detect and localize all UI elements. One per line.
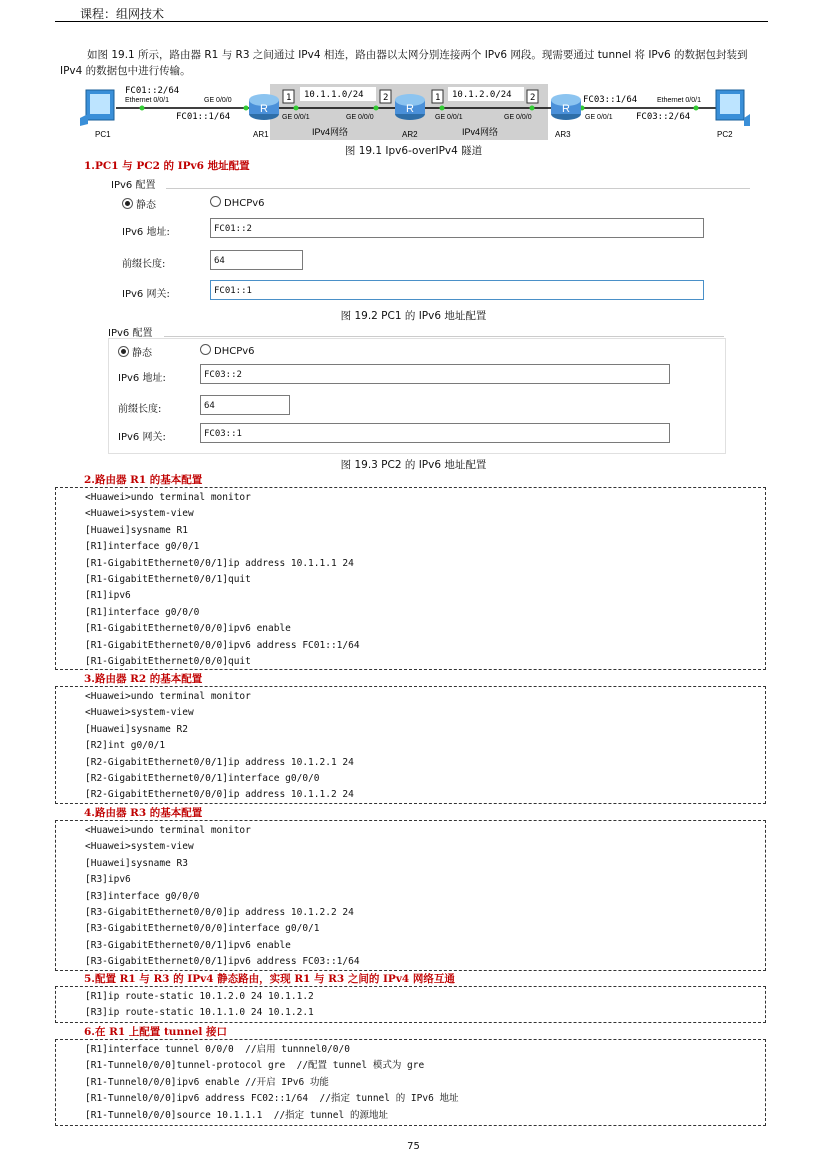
svg-text:R: R <box>260 103 268 115</box>
pc1-prefix-label: 前缀长度: <box>122 259 166 270</box>
code-line: [R2-GigabitEthernet0/0/0]ip address 10.1.1.2 24 <box>85 789 354 801</box>
code-line: [R1]ip route-static 10.1.2.0 24 10.1.1.2 <box>85 991 314 1002</box>
tab-divider <box>164 336 724 337</box>
figure-19-1-caption: 图 19.1 Ipv6-overIPv4 隧道 <box>344 145 483 157</box>
section-6-heading: 6.在 R1 上配置 tunnel 接口 <box>84 1026 228 1038</box>
ar3-name: AR3 <box>555 130 571 139</box>
port-dot <box>440 106 445 111</box>
radio-icon <box>200 344 211 355</box>
pc1-name: PC1 <box>95 130 111 139</box>
code-line: <Huawei>system-view <box>85 707 194 719</box>
code-line: [R3]ip route-static 10.1.1.0 24 10.1.2.1 <box>85 1007 314 1019</box>
port-dot <box>294 106 299 111</box>
pc1-dhcpv6-label: DHCPv6 <box>224 198 265 209</box>
port-dot <box>140 106 145 111</box>
pc1-ip-label: FC01::2/64 <box>125 86 180 96</box>
code-line: [Huawei]sysname R2 <box>85 723 188 735</box>
ar1-name: AR1 <box>253 130 269 139</box>
code-line: [R3-GigabitEthernet0/0/1]ipv6 address FC03::1/64 <box>85 956 360 968</box>
page-header: 课程：组网技术 <box>80 7 165 21</box>
router-ar3-icon <box>551 94 581 120</box>
pc2-ipv6-config-panel <box>106 322 726 454</box>
code-block-routes <box>55 986 766 1023</box>
code-line: [R1]interface tunnel 0/0/0 //启用 tunnnel0/0/0 <box>85 1044 350 1055</box>
code-line: [R1-GigabitEthernet0/0/1]quit <box>85 573 251 585</box>
pc1-ipv6-config-panel <box>106 174 756 304</box>
code-line: [R1]interface g0/0/0 <box>85 606 200 618</box>
code-block-r2 <box>55 686 766 804</box>
ar2-ge001-label: GE 0/0/1 <box>435 114 463 121</box>
pc2-prefix-label: 前缀长度: <box>118 404 162 415</box>
net1-label: 10.1.1.0/24 <box>304 90 364 100</box>
radio-icon <box>210 196 221 207</box>
code-line: [R1]interface g0/0/1 <box>85 541 200 553</box>
header-rule <box>55 21 768 22</box>
code-block-tunnel <box>55 1039 766 1126</box>
intro-paragraph: 如图 19.1 所示，路由器 R1 与 R3 之间通过 IPv4 相连，路由器以太网分别连接两个 IPv6 网段。现需要通过 tunnel 将 IPv6 的数据包封装到 IPv4 的数据包中进行传输。 <box>60 49 748 77</box>
code-line: <Huawei>system-view <box>85 508 194 520</box>
router-ar1-icon <box>249 94 279 120</box>
code-line: <Huawei>undo terminal monitor <box>85 492 251 503</box>
pc1-gateway-label: IPv6 网关: <box>122 289 170 300</box>
code-line: [R1]ipv6 <box>85 590 131 602</box>
pc1-static-label: 静态 <box>136 200 156 211</box>
code-line: [R1-GigabitEthernet0/0/1]ip address 10.1.1.1 24 <box>85 557 354 569</box>
code-line: [R1-Tunnel0/0/0]ipv6 enable //开启 IPv6 功能 <box>85 1076 329 1088</box>
code-line: [R2]int g0/0/1 <box>85 740 166 752</box>
pc1-addr-label: IPv6 地址: <box>122 227 170 238</box>
code-line: [R3-GigabitEthernet0/0/0]interface g0/0/1 <box>85 923 320 935</box>
code-line: [Huawei]sysname R1 <box>85 524 188 536</box>
code-line: [R2-GigabitEthernet0/0/1]interface g0/0/0 <box>85 772 320 784</box>
section-4-heading: 4.路由器 R3 的基本配置 <box>84 807 203 819</box>
num-3: 1 <box>435 93 441 103</box>
code-line: [R3-GigabitEthernet0/0/0]ip address 10.1.2.2 24 <box>85 906 354 918</box>
code-line: [R3-GigabitEthernet0/0/1]ipv6 enable <box>85 939 291 951</box>
port-dot <box>244 106 249 111</box>
ar2-name: AR2 <box>402 130 418 139</box>
pc2-dhcpv6-label: DHCPv6 <box>214 346 255 357</box>
pc1-ipv6-tab[interactable]: IPv6 配置 <box>111 180 156 191</box>
code-block-r3 <box>55 820 766 971</box>
page-number: 75 <box>407 1141 420 1152</box>
ar2-ge000-label: GE 0/0/0 <box>346 114 374 121</box>
port-dot <box>530 106 535 111</box>
code-line: <Huawei>undo terminal monitor <box>85 825 251 836</box>
figure-19-2-caption: 图 19.2 PC1 的 IPv6 地址配置 <box>340 310 487 322</box>
code-line: [R1-Tunnel0/0/0]ipv6 address FC02::1/64 //指定 tunnel 的 IPv6 地址 <box>85 1093 459 1105</box>
pc2-prefix-input[interactable]: 64 <box>200 395 290 415</box>
ar1-ip-label: FC01::1/64 <box>176 112 231 122</box>
code-line: [R2-GigabitEthernet0/0/1]ip address 10.1.2.1 24 <box>85 756 354 768</box>
code-line: [R1-Tunnel0/0/0]source 10.1.1.1 //指定 tunnel 的源地址 <box>85 1109 388 1121</box>
ipv4-net-label-2: IPv4网络 <box>462 127 499 137</box>
radio-selected-icon <box>118 346 129 357</box>
code-line: <Huawei>undo terminal monitor <box>85 691 251 702</box>
code-line: [R3]interface g0/0/0 <box>85 890 200 902</box>
router-ar2-icon <box>395 94 425 120</box>
pc2-icon <box>716 90 750 126</box>
pc1-static-radio[interactable] <box>122 196 156 211</box>
num-4: 2 <box>530 93 536 103</box>
code-line: [R1-Tunnel0/0/0]tunnel-protocol gre //配置 tunnel 模式为 gre <box>85 1060 425 1072</box>
port-dot <box>374 106 379 111</box>
svg-text:R: R <box>562 103 570 115</box>
svg-text:R: R <box>406 103 414 115</box>
pc2-addr-label: IPv6 地址: <box>118 373 166 384</box>
section-1-heading: 1.PC1 与 PC2 的 IPv6 地址配置 <box>84 160 250 172</box>
pc2-port-label: Ethernet 0/0/1 <box>657 97 701 104</box>
tab-divider <box>166 188 750 189</box>
section-2-heading: 2.路由器 R1 的基本配置 <box>84 474 203 486</box>
pc2-static-radio[interactable] <box>118 344 152 359</box>
radio-selected-icon <box>122 198 133 209</box>
code-line: [R1-GigabitEthernet0/0/0]ipv6 address FC01::1/64 <box>85 639 360 651</box>
code-block-r1 <box>55 487 766 670</box>
pc2-name: PC2 <box>717 130 733 139</box>
section-3-heading: 3.路由器 R2 的基本配置 <box>84 673 203 685</box>
pc1-port-label: Ethernet 0/0/1 <box>125 97 169 104</box>
pc2-static-label: 静态 <box>132 348 152 359</box>
ar3-ge001-label: GE 0/0/1 <box>585 114 613 121</box>
code-line: [Huawei]sysname R3 <box>85 857 188 869</box>
pc2-ipv6-gateway-input[interactable]: FC03::1 <box>200 423 670 443</box>
pc2-ipv6-tab[interactable]: IPv6 配置 <box>108 328 153 339</box>
pc2-gateway-label: IPv6 网关: <box>118 432 166 443</box>
ar1-ge001-label: GE 0/0/1 <box>282 114 310 121</box>
num-2: 2 <box>383 93 389 103</box>
ar3-ip-label: FC03::1/64 <box>583 95 638 105</box>
pc1-icon <box>80 90 114 126</box>
pc2-ipv6-address-input[interactable]: FC03::2 <box>200 364 670 384</box>
pc1-prefix-input[interactable]: 64 <box>210 250 303 270</box>
code-line: [R3]ipv6 <box>85 874 131 886</box>
code-line: [R1-GigabitEthernet0/0/0]quit <box>85 655 251 667</box>
ipv4-net-label-1: IPv4网络 <box>312 127 349 137</box>
code-line: [R1-GigabitEthernet0/0/0]ipv6 enable <box>85 623 291 635</box>
pc1-ipv6-gateway-input[interactable]: FC01::1 <box>210 280 704 300</box>
ar3-ge000-label: GE 0/0/0 <box>504 114 532 121</box>
topology-diagram <box>80 84 750 140</box>
code-line: <Huawei>system-view <box>85 841 194 853</box>
section-5-heading: 5.配置 R1 与 R3 的 IPv4 静态路由，实现 R1 与 R3 之间的 IPv4 网络互通 <box>84 973 455 985</box>
num-1: 1 <box>286 93 292 103</box>
pc2-ip-label: FC03::2/64 <box>636 112 691 122</box>
ar1-ge000-label: GE 0/0/0 <box>204 97 232 104</box>
net2-label: 10.1.2.0/24 <box>452 90 512 100</box>
port-dot <box>694 106 699 111</box>
pc1-ipv6-address-input[interactable]: FC01::2 <box>210 218 704 238</box>
pc1-dhcpv6-radio[interactable] <box>210 196 265 209</box>
figure-19-3-caption: 图 19.3 PC2 的 IPv6 地址配置 <box>340 459 487 471</box>
pc2-dhcpv6-radio[interactable] <box>200 344 255 357</box>
